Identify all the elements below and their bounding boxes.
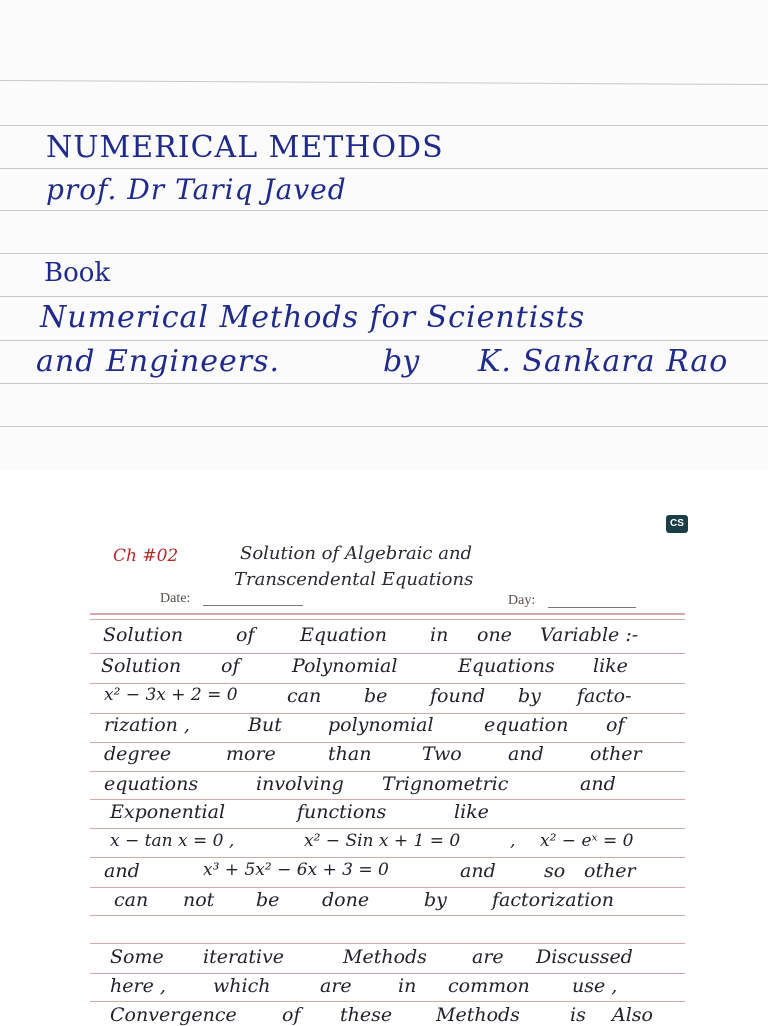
date-label: Date: bbox=[160, 591, 191, 606]
ruled-line bbox=[0, 80, 768, 85]
equation: x³ + 5x² − 6x + 3 = 0 bbox=[203, 860, 389, 880]
note-word: by bbox=[518, 685, 541, 707]
note-word: be bbox=[364, 685, 388, 707]
note-word: is bbox=[570, 1004, 586, 1026]
note-word: polynomial bbox=[328, 714, 434, 736]
note-word: Discussed bbox=[536, 946, 633, 968]
note-word: done bbox=[322, 889, 370, 911]
ruled-line bbox=[0, 296, 768, 297]
book-title-line1: Numerical Methods for Scientists bbox=[40, 300, 586, 335]
note-word: Solution bbox=[103, 624, 184, 646]
chapter-number: Ch #02 bbox=[113, 546, 179, 566]
equation: x − tan x = 0 , bbox=[110, 831, 235, 851]
equation: x² − eˣ = 0 bbox=[540, 831, 634, 851]
ruled-line bbox=[90, 887, 685, 888]
note-word: involving bbox=[256, 773, 344, 795]
ruled-line bbox=[90, 653, 685, 654]
note-word: factorization bbox=[492, 889, 614, 911]
note-word: other bbox=[584, 860, 636, 882]
note-word: common bbox=[448, 975, 530, 997]
note-word: Two bbox=[422, 743, 462, 765]
book-label: Book bbox=[44, 258, 111, 288]
book-author: K. Sankara Rao bbox=[478, 344, 729, 379]
note-word: of bbox=[236, 624, 255, 646]
note-word: Exponential bbox=[110, 801, 226, 823]
note-word: and bbox=[460, 860, 496, 882]
date-blank bbox=[203, 605, 303, 606]
note-word: here , bbox=[110, 975, 166, 997]
note-word: are bbox=[320, 975, 352, 997]
ruled-line bbox=[90, 619, 685, 620]
ruled-line bbox=[0, 253, 768, 254]
author-name: prof. Dr Tariq Javed bbox=[46, 173, 347, 206]
ruled-line bbox=[0, 125, 768, 126]
note-word: and bbox=[580, 773, 616, 795]
note-word: so bbox=[544, 860, 566, 882]
note-word: of bbox=[606, 714, 625, 736]
ruled-line bbox=[90, 683, 685, 684]
note-word: other bbox=[590, 743, 642, 765]
note-word: Also bbox=[612, 1004, 653, 1026]
note-word: functions bbox=[297, 801, 387, 823]
note-word: and bbox=[508, 743, 544, 765]
note-word: Solution bbox=[101, 655, 182, 677]
note-word: degree bbox=[104, 743, 172, 765]
note-word: of bbox=[221, 655, 240, 677]
note-word: But bbox=[248, 714, 282, 736]
ruled-line bbox=[90, 915, 685, 916]
comma: , bbox=[510, 831, 516, 851]
note-word: not bbox=[183, 889, 215, 911]
page-gap bbox=[0, 470, 768, 540]
chapter-heading-line2: Transcendental Equations bbox=[234, 569, 474, 590]
note-word: Equations bbox=[458, 655, 555, 677]
note-word: these bbox=[340, 1004, 393, 1026]
document-title: NUMERICAL METHODS bbox=[46, 130, 444, 165]
note-word: in bbox=[430, 624, 449, 646]
ruled-line bbox=[90, 799, 685, 800]
note-word: like bbox=[454, 801, 489, 823]
note-word: Variable :- bbox=[540, 624, 639, 646]
ruled-line bbox=[0, 383, 768, 384]
book-title-line2-b: by bbox=[383, 344, 420, 379]
note-word: rization , bbox=[104, 714, 190, 736]
chapter-heading-line1: Solution of Algebraic and bbox=[240, 543, 473, 564]
note-word: of bbox=[282, 1004, 301, 1026]
camscanner-logo-icon: CS bbox=[666, 515, 688, 533]
ruled-line bbox=[0, 426, 768, 427]
ruled-line bbox=[0, 340, 768, 341]
note-word: equation bbox=[484, 714, 569, 736]
note-word: like bbox=[593, 655, 628, 677]
note-word: by bbox=[424, 889, 447, 911]
note-word: can bbox=[114, 889, 149, 911]
note-word: facto- bbox=[577, 685, 632, 707]
note-word: Equation bbox=[300, 624, 387, 646]
ruled-line bbox=[90, 1001, 685, 1002]
note-word: Methods bbox=[343, 946, 427, 968]
ruled-line bbox=[90, 943, 685, 944]
note-word: Polynomial bbox=[292, 655, 398, 677]
note-word: one bbox=[477, 624, 512, 646]
note-word: equations bbox=[104, 773, 199, 795]
note-word: in bbox=[398, 975, 417, 997]
ruled-line bbox=[90, 771, 685, 772]
equation: x² − Sin x + 1 = 0 bbox=[304, 831, 461, 851]
note-word: Some bbox=[110, 946, 164, 968]
note-word: iterative bbox=[203, 946, 285, 968]
day-blank bbox=[548, 607, 636, 608]
equation: x² − 3x + 2 = 0 bbox=[104, 685, 238, 705]
note-word: more bbox=[226, 743, 276, 765]
ruled-line bbox=[0, 210, 768, 211]
notes-page bbox=[0, 535, 768, 1024]
note-word: and bbox=[104, 860, 140, 882]
ruled-line bbox=[90, 828, 685, 829]
ruled-line bbox=[0, 168, 768, 169]
note-word: Methods bbox=[436, 1004, 520, 1026]
note-word: which bbox=[213, 975, 271, 997]
ruled-line bbox=[90, 613, 685, 615]
note-word: than bbox=[328, 743, 372, 765]
ruled-line bbox=[90, 973, 685, 974]
note-word: be bbox=[256, 889, 280, 911]
ruled-line bbox=[90, 857, 685, 858]
day-label: Day: bbox=[508, 593, 536, 608]
cover-page bbox=[0, 0, 768, 470]
note-word: found bbox=[430, 685, 486, 707]
note-word: Convergence bbox=[110, 1004, 237, 1026]
note-word: use , bbox=[572, 975, 618, 997]
book-title-line2-a: and Engineers. bbox=[36, 344, 281, 379]
note-word: Trignometric bbox=[382, 773, 509, 795]
note-word: can bbox=[287, 685, 322, 707]
note-word: are bbox=[472, 946, 504, 968]
